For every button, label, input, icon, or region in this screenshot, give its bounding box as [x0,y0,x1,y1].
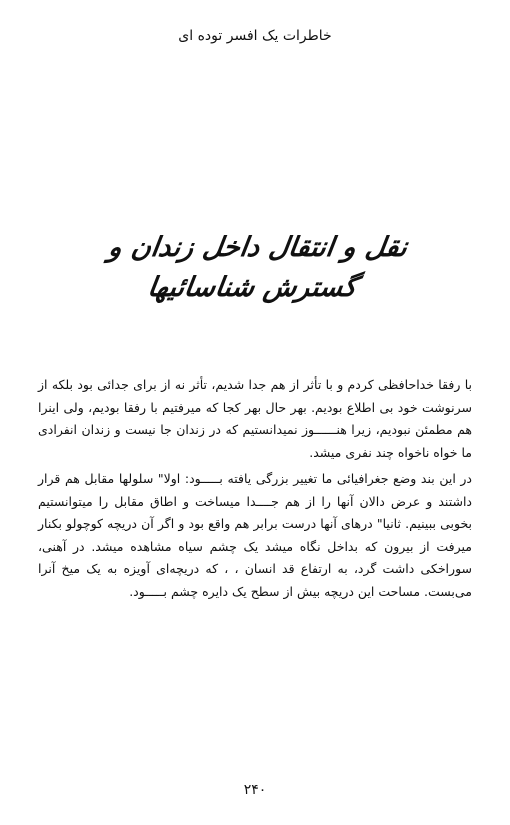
page-number: ۲۴۰ [243,782,267,798]
body-text [38,374,472,603]
running-header: خاطرات یک افسر توده ای [178,28,332,44]
paragraph: با رفقا خداحافظی کردم و با تأثر از هم جدا شدیم، تأثر نه از برای جدائی بود بلکه از سرنوشت خود بی اطلاع بودیم. بهر حال بهر کجا که میرفتیم با رفقا بودیم، ولی اینرا هم مطمئن نبودیم، زیرا هنــــــوز نمیدانستیم که در زندان جا نیست و زندان انفرادی ما خواه ناخواه چند نفری میشد. [38,377,472,460]
paragraph: در این بند وضع جغرافیائی ما تغییر بزرگی یافته بـــــود: اولا" سلولها مقابل هم قرار داشتند و عرض دالان آنها را از هم جــــدا میساخت و اطاق مقابل را میتوانستیم بخوبی ببینیم. ثانیا" درهای آنها درست برابر هم واقع بود و اگر آن دریچه کوچولو بکنار میرفت از بیرون که بداخل نگاه میشد یک چشم سیاه مشاهده میشد. در آهنی، سوراخکی داشت گرد، به ارتفاع قد انسان ، ، که دریچه‌ای آویزه به یک میخ آنرا می‌بست. مساحت این دریچه بیش از سطح یک دایره چشم بـــــود. [38,471,472,599]
chapter-title: نقل و انتقال داخل زندان و گسترش شناسائیها [106,232,410,303]
